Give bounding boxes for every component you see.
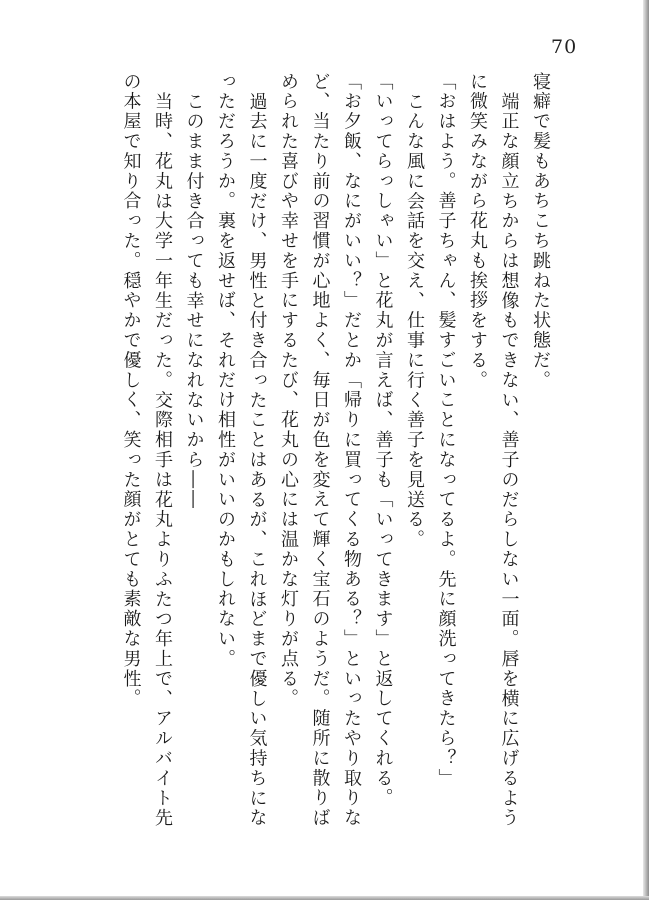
- text-line-9: められた喜びや幸せを手にするたび、花丸の心には温かな灯りが点る。: [278, 72, 299, 709]
- text-line-1: 寝癖で髪もあちこち跳ねた状態だ。: [530, 72, 551, 391]
- text-line-5: こんな風に会話を交え、仕事に行く善子を見送る。: [404, 92, 425, 550]
- text-line-14: の本屋で知り合った。穏やかで優しく、笑った顔がとても素敵な男性。: [120, 72, 142, 709]
- page-bottom-edge-shadow: [0, 896, 649, 900]
- text-line-11: っただろうか。裏を返せば、それだけ相性がいいのかもしれない。: [215, 72, 236, 669]
- text-line-6: 「いってらっしゃい」と花丸が言えば、善子も「いってきます」と返してくれる。: [372, 72, 394, 809]
- text-line-13: 当時、花丸は大学一年生だった。交際相手は花丸よりふたつ年上で、アルバイト先: [152, 92, 173, 829]
- page-right-edge-shadow: [643, 0, 649, 900]
- vertical-text-body: [120, 72, 556, 842]
- text-line-3: に微笑みながら花丸も挨拶をする。: [467, 72, 488, 391]
- text-line-7: 「お夕飯、なにがいい？」だとか「帰りに買ってくる物ある？」といったやり取りな: [341, 72, 362, 829]
- text-line-12: このまま付き合っても幸せになれないから――: [183, 92, 205, 510]
- text-line-8: ど、当たり前の習慣が心地よく、毎日が色を変えて輝く宝石のようだ。随所に散りば: [309, 72, 331, 829]
- page-number: 70: [551, 36, 578, 58]
- text-line-4: 「おはよう。善子ちゃん、髪すごいことになってるよ。先に顔洗ってきたら？」: [435, 72, 457, 789]
- text-line-2: 端正な顔立ちからは想像もできない、善子のだらしない一面。唇を横に広げるよう: [498, 92, 520, 829]
- text-line-10: 過去に一度だけ、男性と付き合ったことはあるが、これほどまで優しい気持ちにな: [246, 92, 268, 829]
